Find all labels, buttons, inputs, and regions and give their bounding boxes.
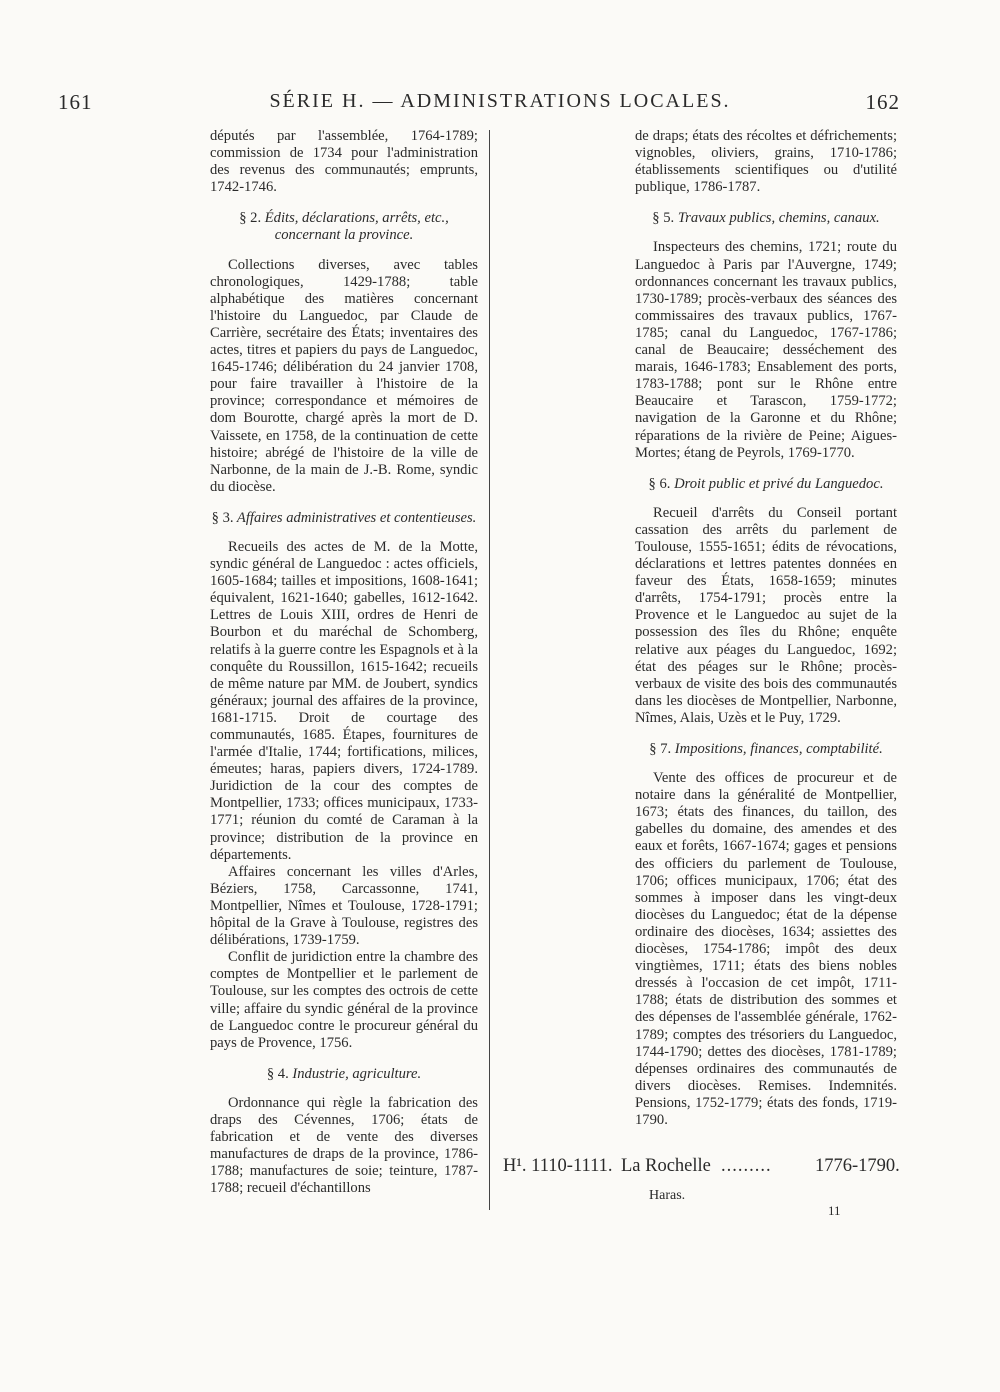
paragraph: Conflit de juridiction entre la chambre des comptes de Montpellier et le parlement de Toulouse, sur les comptes des octrois de cette ville; affaire du syndic général de la province de Languedoc contre le procureur général du pays de Provence, 1756.: [210, 949, 478, 1051]
page-header: [0, 90, 1000, 120]
page-title: SÉRIE H. — ADMINISTRATIONS LOCALES.: [269, 90, 731, 112]
section-heading-6: § 6. Droit public et privé du Languedoc.: [648, 475, 884, 492]
paragraph: Recueil d'arrêts du Conseil portant cassation des arrêts du parlement de Toulouse, 1555-1651; édits de révocations, déclarations et lettres patentes données en faveur des États, 1658-1659; minutes d'arrêts, 1754-1791; procès entre la Provence et le Languedoc au sujet de la possession des îles du Rhône; enquête relative aux péages du Languedoc, 1692; état des péages sur le Rhône; procès-verbaux de visite des bois des communautés dans les diocèses de Montpellier, Narbonne, Nîmes, Alais, Uzès et le Puy, 1729.: [635, 504, 897, 726]
section-heading-3: § 3. Affaires administratives et contentieuses.: [211, 509, 477, 526]
right-column: [635, 128, 897, 1129]
entry-title: La Rochelle: [621, 1156, 711, 1176]
paragraph: députés par l'assemblée, 1764-1789; commission de 1734 pour l'administration des revenus des communautés; emprunts, 1742-1746.: [210, 128, 478, 196]
entry-subtitle: Haras.: [649, 1188, 686, 1203]
paragraph: Vente des offices de procureur et de notaire dans la généralité de Montpellier, 1673; états des finances, du taillon, des gabelles du domaine, des amendes et des eaux et forêts, 1667-1674; gages et pensions des officiers du parlement de Toulouse, 1706; offices municipaux, 1706; état des sommes à imposer dans les vingt-deux diocèses du Languedoc; état de la dépense ordinaire des diocèses, 1634; assiettes des diocèses, 1754-1786; impôt des deux vingtièmes, 1711; états des biens nobles dressés à l'occasion de cet impôt, 1711-1788; états de distribution des sommes et des dépenses de l'assemblée générale, 1762-1789; comptes des trésoriers du Languedoc, 1744-1790; dettes des diocèses, 1781-1789; dépenses ordinaires des communautés de divers diocèses. Remises. Indemnités. Pensions, 1752-1779; états des fonds, 1719-1790.: [635, 770, 897, 1128]
printer-signature: 11: [828, 1203, 841, 1218]
section-heading-5: § 5. Travaux publics, chemins, canaux.: [652, 210, 880, 227]
paragraph: Ordonnance qui règle la fabrication des draps des Cévennes, 1706; états de fabrication et de vente des diverses manufactures de draps de la province, 1786-1788; manufactures de soie; teinture, 1787-1788; recueil d'échantillons: [210, 1094, 478, 1197]
entry-code: H¹. 1110-1111.: [503, 1156, 613, 1176]
entry-date-range: 1776-1790.: [815, 1156, 900, 1176]
paragraph: Collections diverses, avec tables chronologiques, 1429-1788; table alphabétique des matières concernant l'histoire du Languedoc, par Claude de Carrière, secrétaire des États; inventaires des actes, titres et papiers du pays de Languedoc, 1645-1746; délibération du 24 janvier 1708, pour faire travailler à l'histoire de la province; correspondance et mémoires de dom Bourotte, chargé après la mort de D. Vaissete, en 1758, de la continuation de cette histoire; abrégé de l'histoire de la ville de Narbonne, de la main de J.-B. Rome, syndic du diocèse.: [210, 256, 478, 495]
left-column: [210, 128, 478, 1197]
catalog-entry: [503, 1156, 903, 1180]
column-divider: [489, 130, 490, 1210]
paragraph: Inspecteurs des chemins, 1721; route du Languedoc à Paris par l'Auvergne, 1749; ordonnances concernant les travaux publics, 1730-1789; procès-verbaux des séances des commissaires des travaux publics, 1767-1785; canal du Languedoc, 1767-1786; canal de Beaucaire; desséchement des marais, 1646-1783; Ensablement des ports, 1783-1788; pont sur le Rhône entre Beaucaire et Tarascon, 1759-1772; navigation de la Garonne et du Rhône; réparations de la rivière de Peine; Aigues-Mortes; étang de Peyrols, 1769-1770.: [635, 239, 897, 461]
paragraph: Recueils des actes de M. de la Motte, syndic général de Languedoc : actes officiels, 1605-1684; tailles et impositions, 1608-1641; équivalent, 1621-1640; gabelles, 1612-1642. Lettres de Louis XIII, ordres de Henri de Bourbon et du maréchal de Schomberg, relatifs à la guerre contre les Espagnols et à la conquête du Roussillon, 1615-1642; recueils de même nature par MM. de Joubert, syndics généraux; journal des affaires de la province, 1681-1715. Droit de courtage des communautés, 1685. Étapes, fournitures de l'armée d'Italie, 1744; fortifications, milices, émeutes; haras, papiers divers, 1724-1789. Juridiction de la cour des comptes de Montpellier, 1733; offices municipaux, 1733-1771; réunion du comté de Caraman à la province; distribution de la province en départements.: [210, 538, 478, 863]
paragraph: de draps; états des récoltes et défrichements; vignobles, oliviers, grains, 1710-1786; établissements scientifiques ou d'utilité publique, 1786-1787.: [635, 128, 897, 196]
paragraph: Affaires concernant les villes d'Arles, Béziers, 1758, Carcassonne, 1741, Montpellier, Nîmes et Toulouse, 1728-1791; hôpital de la Grave à Toulouse, registres des délibérations, 1739-1759.: [210, 863, 478, 949]
entry-leader-dots: .........: [721, 1156, 772, 1176]
page-number-left: 161: [58, 90, 93, 114]
section-heading-4: § 4. Industrie, agriculture.: [266, 1065, 422, 1082]
section-heading-2: § 2. Édits, déclarations, arrêts, etc., concernant la province.: [239, 210, 449, 244]
section-heading-7: § 7. Impositions, finances, comptabilité.: [649, 741, 883, 757]
page-number-right: 162: [865, 90, 900, 114]
